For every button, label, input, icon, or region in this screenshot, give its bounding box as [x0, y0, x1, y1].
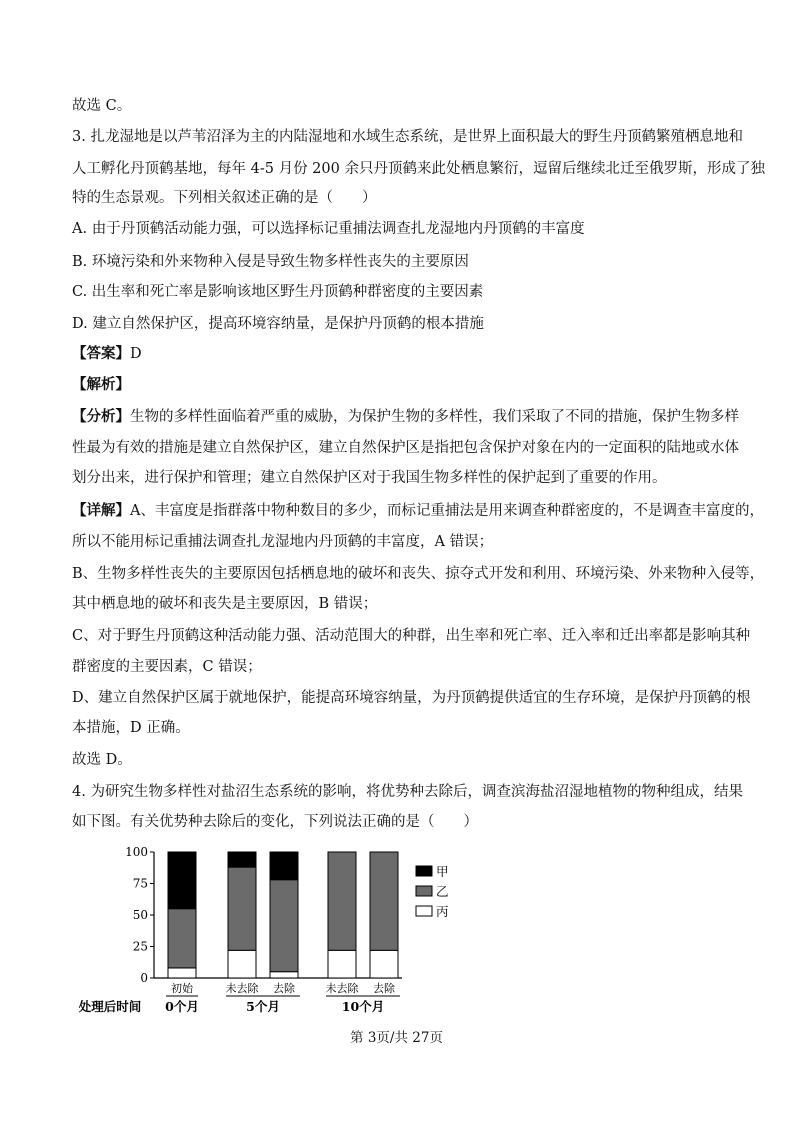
- text-line: 【答案】D: [72, 345, 142, 362]
- x-tick-label: 未去除: [325, 982, 359, 995]
- page-footer: 第 3页/共 27页: [350, 1030, 443, 1046]
- bar-segment-丙: [270, 972, 298, 978]
- text-line: C. 出生率和死亡率是影响该地区野生丹顶鹤种群密度的主要因素: [72, 284, 484, 300]
- legend-label: 丙: [436, 904, 449, 919]
- bar-segment-丙: [370, 950, 398, 978]
- text-line: D、建立自然保护区属于就地保护，能提高环境容纳量，为丹顶鹤提供适宜的生存环境，是保护丹顶鹤的根: [72, 690, 751, 706]
- stacked-bar-chart: [70, 838, 470, 1018]
- text-line: 本措施，D 正确。: [72, 720, 190, 736]
- x-tick-label: 去除: [373, 982, 395, 995]
- bar-segment-丙: [168, 968, 196, 978]
- legend-swatch: [416, 906, 432, 916]
- y-tick-label: 75: [132, 876, 148, 891]
- text-line: B、生物多样性丧失的主要原因包括栖息地的破坏和丧失、掠夺式开发和利用、环境污染、外来物种入侵等，: [72, 566, 765, 582]
- x-tick-label: 初始: [171, 982, 193, 995]
- text-line: 特的生态景观。下列相关叙述正确的是（ ）: [72, 190, 377, 206]
- x-axis-label: 处理后时间: [78, 999, 142, 1014]
- text-line: 所以不能用标记重捕法调查扎龙湿地内丹顶鹤的丰富度，A 错误；: [72, 534, 494, 550]
- text-line: 故选 C。: [72, 98, 132, 114]
- bar-segment-乙: [328, 852, 356, 950]
- y-tick-label: 50: [132, 908, 148, 922]
- text-line: 群密度的主要因素，C 错误；: [72, 659, 262, 675]
- bar-segment-甲: [168, 852, 196, 909]
- text-line: 划分出来，进行保护和管理；建立自然保护区对于我国生物多样性的保护起到了重要的作用。: [72, 470, 667, 486]
- legend-label: 乙: [436, 884, 449, 899]
- x-tick-label: 去除: [273, 982, 295, 995]
- text-line: 4. 为研究生物多样性对盐沼生态系统的影响，将优势种去除后，调查滨海盐沼湿地植物的物种组成，结果: [72, 784, 743, 800]
- bar-segment-丙: [228, 950, 256, 978]
- text-line: 如下图。有关优势种去除后的变化，下列说法正确的是（ ）: [72, 814, 478, 830]
- text-line: 故选 D。: [72, 752, 132, 768]
- bar-segment-乙: [168, 909, 196, 968]
- text-line: D. 建立自然保护区，提高环境容纳量，是保护丹顶鹤的根本措施: [72, 316, 484, 332]
- text-line: C、对于野生丹顶鹤这种活动能力强、活动范围大的种群，出生率和死亡率、迁入率和迁出率都是影响其种: [72, 628, 751, 644]
- y-tick-label: 0: [140, 971, 148, 985]
- bar-segment-甲: [270, 852, 298, 880]
- legend-swatch: [416, 886, 432, 896]
- group-label: 5个月: [246, 999, 280, 1014]
- group-label: 10个月: [341, 999, 385, 1014]
- y-tick-label: 100: [125, 845, 148, 859]
- y-tick-label: 25: [132, 939, 148, 954]
- text-line: 3. 扎龙湿地是以芦苇沼泽为主的内陆湿地和水域生态系统，是世界上面积最大的野生丹顶鹤繁殖栖息地和: [72, 129, 743, 145]
- bar-segment-乙: [228, 867, 256, 950]
- text-line: A. 由于丹顶鹤活动能力强，可以选择标记重捕法调查扎龙湿地内丹顶鹤的丰富度: [72, 221, 585, 237]
- group-label: 0个月: [165, 999, 199, 1014]
- legend-swatch: [416, 866, 432, 876]
- text-line: B. 环境污染和外来物种入侵是导致生物多样性丧失的主要原因: [72, 254, 469, 270]
- bar-segment-乙: [270, 880, 298, 972]
- text-line: 其中栖息地的破坏和丧失是主要原因，B 错误；: [72, 596, 378, 612]
- text-line: 【解析】: [72, 376, 130, 393]
- text-line: 人工孵化丹顶鹤基地，每年 4-5 月份 200 余只丹顶鹤来此处栖息繁衍，逗留后继续北迁至俄罗斯，形成了独: [72, 161, 765, 177]
- bar-segment-甲: [228, 852, 256, 867]
- x-tick-label: 未去除: [225, 982, 259, 995]
- bar-segment-丙: [328, 950, 356, 978]
- text-line: 性最为有效的措施是建立自然保护区，建立自然保护区是指把包含保护对象在内的一定面积的陆地或水体: [72, 440, 739, 456]
- legend-label: 甲: [436, 864, 449, 879]
- bar-segment-乙: [370, 852, 398, 950]
- text-line: 【详解】A、丰富度是指群落中物种数目的多少，而标记重捕法是用来调查种群密度的，不是调查丰富度的，: [72, 502, 764, 519]
- text-line: 【分析】生物的多样性面临着严重的威胁，为保护生物的多样性，我们采取了不同的措施，保护生物多样: [72, 408, 739, 425]
